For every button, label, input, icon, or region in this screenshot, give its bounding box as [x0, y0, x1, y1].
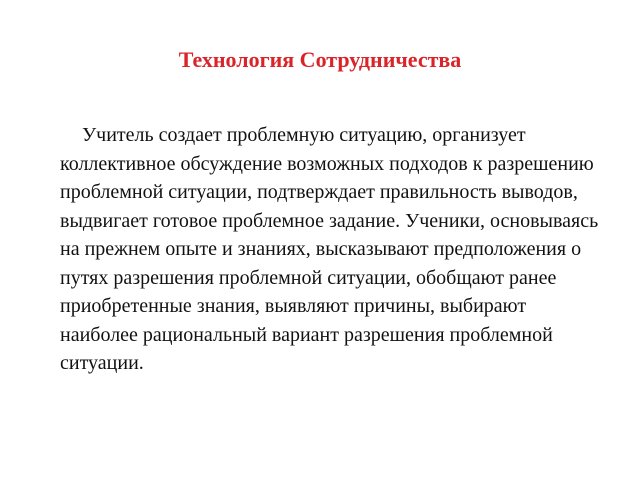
slide-body-text: Учитель создает проблемную ситуацию, организует коллективное обсуждение возможных подходов к разрешению проблемной ситуации, подтверждает правильность выводов, выдвигает готовое проблемное задание. Ученики, основываясь на прежнем опыте и знаниях, высказывают предположения о путях разрешения проблемной ситуации, обобщают ранее приобретенные знания, выявляют причины, выбирают наиболее рациональный вариант разрешения проблемной ситуации. [60, 124, 599, 374]
slide-title: Технология Сотрудничества [178, 47, 462, 72]
